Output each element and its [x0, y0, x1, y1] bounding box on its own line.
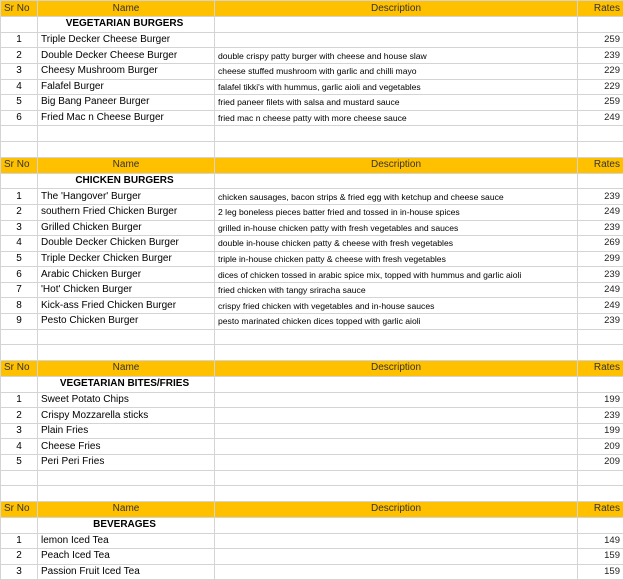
- item-description[interactable]: [215, 455, 578, 471]
- item-name[interactable]: Peach Iced Tea: [38, 549, 215, 565]
- menu-item-row: [1, 79, 623, 95]
- item-rate[interactable]: 159: [578, 564, 623, 580]
- header-name[interactable]: Name: [38, 157, 215, 173]
- item-rate[interactable]: 209: [578, 455, 623, 471]
- item-description[interactable]: double in-house chicken patty & cheese with fresh vegetables: [215, 236, 578, 252]
- header-name[interactable]: Name: [38, 1, 215, 17]
- item-name[interactable]: Cheesy Mushroom Burger: [38, 63, 215, 79]
- item-rate[interactable]: 239: [578, 220, 623, 236]
- item-description[interactable]: fried chicken with tangy sriracha sauce: [215, 282, 578, 298]
- item-name[interactable]: Crispy Mozzarella sticks: [38, 408, 215, 424]
- empty-row: [1, 470, 623, 486]
- empty-row: [1, 345, 623, 361]
- item-description[interactable]: [215, 439, 578, 455]
- item-rate[interactable]: 159: [578, 549, 623, 565]
- item-description[interactable]: [215, 533, 578, 549]
- section-title-row: [1, 377, 623, 393]
- item-name[interactable]: The 'Hangover' Burger: [38, 189, 215, 205]
- empty-cell[interactable]: [1, 517, 38, 533]
- empty-cell[interactable]: [578, 141, 623, 157]
- header-sr-no[interactable]: Sr No: [1, 360, 38, 376]
- menu-item-row: [1, 439, 623, 455]
- empty-cell[interactable]: [215, 470, 578, 486]
- item-name[interactable]: Plain Fries: [38, 423, 215, 439]
- item-description[interactable]: triple in-house chicken patty & cheese with fresh vegetables: [215, 251, 578, 267]
- section-title-row: [1, 517, 623, 533]
- item-rate[interactable]: 239: [578, 408, 623, 424]
- item-name[interactable]: Arabic Chicken Burger: [38, 267, 215, 283]
- section-title-row: [1, 173, 623, 189]
- empty-cell[interactable]: [1, 141, 38, 157]
- empty-cell[interactable]: [1, 17, 38, 33]
- item-name[interactable]: Double Decker Chicken Burger: [38, 236, 215, 252]
- item-sr-no[interactable]: 2: [1, 204, 38, 220]
- empty-cell[interactable]: [38, 141, 215, 157]
- empty-cell[interactable]: [1, 345, 38, 361]
- menu-item-row: [1, 48, 623, 64]
- item-name[interactable]: southern Fried Chicken Burger: [38, 204, 215, 220]
- column-header-row: [1, 360, 623, 376]
- item-description[interactable]: [215, 408, 578, 424]
- item-name[interactable]: Peri Peri Fries: [38, 455, 215, 471]
- empty-cell[interactable]: [215, 517, 578, 533]
- item-description[interactable]: [215, 392, 578, 408]
- item-sr-no[interactable]: 2: [1, 549, 38, 565]
- item-sr-no[interactable]: 5: [1, 251, 38, 267]
- item-sr-no[interactable]: 6: [1, 110, 38, 126]
- empty-cell[interactable]: [578, 329, 623, 345]
- empty-cell[interactable]: [215, 377, 578, 393]
- empty-cell[interactable]: [38, 329, 215, 345]
- empty-row: [1, 329, 623, 345]
- item-sr-no[interactable]: 6: [1, 267, 38, 283]
- header-name[interactable]: Name: [38, 501, 215, 517]
- section-title[interactable]: CHICKEN BURGERS: [38, 173, 215, 189]
- section-title[interactable]: BEVERAGES: [38, 517, 215, 533]
- section-title[interactable]: VEGETARIAN BURGERS: [38, 17, 215, 33]
- item-description[interactable]: grilled in-house chicken patty with fresh vegetables and sauces: [215, 220, 578, 236]
- empty-cell[interactable]: [1, 486, 38, 502]
- empty-cell[interactable]: [1, 377, 38, 393]
- header-sr-no[interactable]: Sr No: [1, 157, 38, 173]
- item-sr-no[interactable]: 1: [1, 32, 38, 48]
- item-name[interactable]: Kick-ass Fried Chicken Burger: [38, 298, 215, 314]
- menu-item-row: [1, 408, 623, 424]
- item-description[interactable]: double crispy patty burger with cheese and house slaw: [215, 48, 578, 64]
- empty-cell[interactable]: [578, 377, 623, 393]
- item-rate[interactable]: 249: [578, 204, 623, 220]
- item-rate[interactable]: 239: [578, 314, 623, 330]
- header-description[interactable]: Description: [215, 1, 578, 17]
- empty-cell[interactable]: [38, 345, 215, 361]
- item-sr-no[interactable]: 1: [1, 392, 38, 408]
- menu-item-row: [1, 32, 623, 48]
- menu-item-row: [1, 298, 623, 314]
- item-name[interactable]: lemon Iced Tea: [38, 533, 215, 549]
- empty-cell[interactable]: [215, 173, 578, 189]
- item-name[interactable]: Pesto Chicken Burger: [38, 314, 215, 330]
- item-sr-no[interactable]: 4: [1, 439, 38, 455]
- column-header-row: [1, 157, 623, 173]
- item-rate[interactable]: 299: [578, 251, 623, 267]
- item-sr-no[interactable]: 3: [1, 564, 38, 580]
- item-rate[interactable]: 199: [578, 392, 623, 408]
- column-header-row: [1, 1, 623, 17]
- empty-cell[interactable]: [215, 17, 578, 33]
- item-sr-no[interactable]: 1: [1, 533, 38, 549]
- item-sr-no[interactable]: 9: [1, 314, 38, 330]
- item-description[interactable]: dices of chicken tossed in arabic spice mix, topped with hummus and garlic aioli: [215, 267, 578, 283]
- empty-cell[interactable]: [1, 470, 38, 486]
- empty-cell[interactable]: [578, 17, 623, 33]
- item-rate[interactable]: 259: [578, 32, 623, 48]
- empty-cell[interactable]: [578, 470, 623, 486]
- menu-item-row: [1, 282, 623, 298]
- item-description[interactable]: cheese stuffed mushroom with garlic and chilli mayo: [215, 63, 578, 79]
- item-rate[interactable]: 239: [578, 267, 623, 283]
- empty-cell[interactable]: [215, 126, 578, 142]
- empty-cell[interactable]: [1, 126, 38, 142]
- item-description[interactable]: fried mac n cheese patty with more cheese sauce: [215, 110, 578, 126]
- item-description[interactable]: [215, 32, 578, 48]
- item-sr-no[interactable]: 3: [1, 220, 38, 236]
- item-sr-no[interactable]: 5: [1, 95, 38, 111]
- item-sr-no[interactable]: 2: [1, 48, 38, 64]
- item-rate[interactable]: 229: [578, 79, 623, 95]
- item-sr-no[interactable]: 8: [1, 298, 38, 314]
- item-sr-no[interactable]: 7: [1, 282, 38, 298]
- empty-row: [1, 141, 623, 157]
- menu-item-row: [1, 533, 623, 549]
- empty-cell[interactable]: [1, 329, 38, 345]
- item-description[interactable]: [215, 549, 578, 565]
- item-description[interactable]: chicken sausages, bacon strips & fried egg with ketchup and cheese sauce: [215, 189, 578, 205]
- item-description[interactable]: [215, 564, 578, 580]
- item-rate[interactable]: 199: [578, 423, 623, 439]
- menu-item-row: [1, 220, 623, 236]
- column-header-row: [1, 501, 623, 517]
- empty-cell[interactable]: [38, 126, 215, 142]
- menu-item-row: [1, 251, 623, 267]
- item-rate[interactable]: 249: [578, 110, 623, 126]
- menu-item-row: [1, 63, 623, 79]
- menu-item-row: [1, 236, 623, 252]
- item-rate[interactable]: 209: [578, 439, 623, 455]
- menu-item-row: [1, 564, 623, 580]
- empty-cell[interactable]: [578, 486, 623, 502]
- header-sr-no[interactable]: Sr No: [1, 1, 38, 17]
- header-description[interactable]: Description: [215, 157, 578, 173]
- item-sr-no[interactable]: 5: [1, 455, 38, 471]
- item-name[interactable]: Triple Decker Cheese Burger: [38, 32, 215, 48]
- menu-item-row: [1, 392, 623, 408]
- empty-cell[interactable]: [578, 517, 623, 533]
- section-title-row: [1, 17, 623, 33]
- header-name[interactable]: Name: [38, 360, 215, 376]
- item-name[interactable]: Cheese Fries: [38, 439, 215, 455]
- empty-cell[interactable]: [1, 173, 38, 189]
- item-sr-no[interactable]: 4: [1, 236, 38, 252]
- empty-row: [1, 126, 623, 142]
- menu-item-row: [1, 267, 623, 283]
- item-name[interactable]: Sweet Potato Chips: [38, 392, 215, 408]
- item-rate[interactable]: 239: [578, 48, 623, 64]
- item-sr-no[interactable]: 2: [1, 408, 38, 424]
- header-description[interactable]: Description: [215, 501, 578, 517]
- header-rates[interactable]: Rates: [578, 501, 623, 517]
- item-name[interactable]: 'Hot' Chicken Burger: [38, 282, 215, 298]
- item-rate[interactable]: 229: [578, 63, 623, 79]
- item-description[interactable]: [215, 423, 578, 439]
- item-name[interactable]: Grilled Chicken Burger: [38, 220, 215, 236]
- menu-item-row: [1, 204, 623, 220]
- menu-item-row: [1, 314, 623, 330]
- item-rate[interactable]: 249: [578, 298, 623, 314]
- header-rates[interactable]: Rates: [578, 360, 623, 376]
- item-description[interactable]: fried paneer filets with salsa and mustard sauce: [215, 95, 578, 111]
- empty-cell[interactable]: [578, 173, 623, 189]
- section-title[interactable]: VEGETARIAN BITES/FRIES: [38, 377, 215, 393]
- empty-cell[interactable]: [578, 126, 623, 142]
- header-sr-no[interactable]: Sr No: [1, 501, 38, 517]
- item-sr-no[interactable]: 1: [1, 189, 38, 205]
- item-sr-no[interactable]: 3: [1, 423, 38, 439]
- item-name[interactable]: Fried Mac n Cheese Burger: [38, 110, 215, 126]
- item-rate[interactable]: 149: [578, 533, 623, 549]
- header-description[interactable]: Description: [215, 360, 578, 376]
- item-sr-no[interactable]: 3: [1, 63, 38, 79]
- item-sr-no[interactable]: 4: [1, 79, 38, 95]
- menu-item-row: [1, 549, 623, 565]
- empty-cell[interactable]: [215, 486, 578, 502]
- header-rates[interactable]: Rates: [578, 157, 623, 173]
- empty-cell[interactable]: [38, 470, 215, 486]
- item-name[interactable]: Double Decker Cheese Burger: [38, 48, 215, 64]
- empty-row: [1, 486, 623, 502]
- item-description[interactable]: 2 leg boneless pieces batter fried and tossed in in-house spices: [215, 204, 578, 220]
- empty-cell[interactable]: [215, 329, 578, 345]
- item-rate[interactable]: 239: [578, 189, 623, 205]
- item-rate[interactable]: 259: [578, 95, 623, 111]
- menu-item-row: [1, 455, 623, 471]
- empty-cell[interactable]: [38, 486, 215, 502]
- menu-item-row: [1, 95, 623, 111]
- item-name[interactable]: Big Bang Paneer Burger: [38, 95, 215, 111]
- item-name[interactable]: Triple Decker Chicken Burger: [38, 251, 215, 267]
- item-rate[interactable]: 249: [578, 282, 623, 298]
- empty-cell[interactable]: [578, 345, 623, 361]
- item-name[interactable]: Falafel Burger: [38, 79, 215, 95]
- empty-cell[interactable]: [215, 345, 578, 361]
- header-rates[interactable]: Rates: [578, 1, 623, 17]
- item-description[interactable]: falafel tikki's with hummus, garlic aioli and vegetables: [215, 79, 578, 95]
- item-rate[interactable]: 269: [578, 236, 623, 252]
- empty-cell[interactable]: [215, 141, 578, 157]
- item-description[interactable]: crispy fried chicken with vegetables and in-house sauces: [215, 298, 578, 314]
- menu-item-row: [1, 110, 623, 126]
- menu-item-row: [1, 189, 623, 205]
- item-name[interactable]: Passion Fruit Iced Tea: [38, 564, 215, 580]
- menu-item-row: [1, 423, 623, 439]
- item-description[interactable]: pesto marinated chicken dices topped with garlic aioli: [215, 314, 578, 330]
